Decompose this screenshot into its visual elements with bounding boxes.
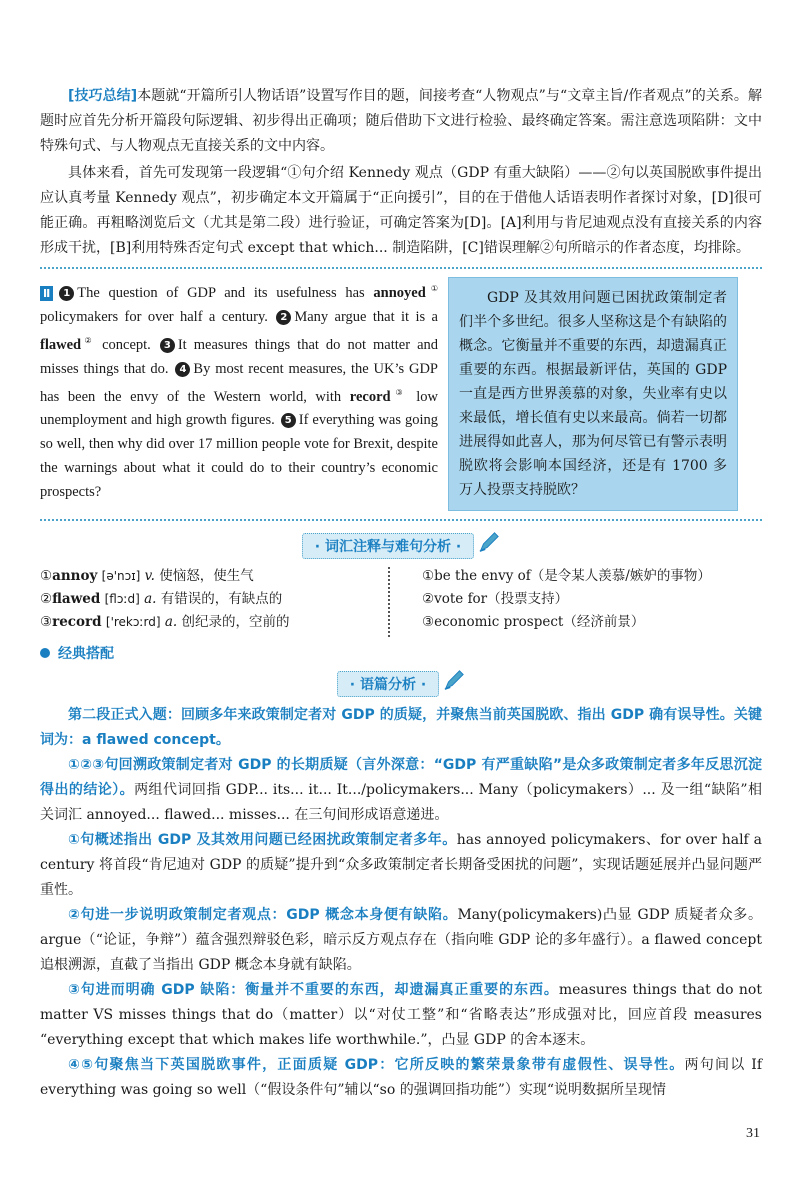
tips-paragraph <box>40 84 762 159</box>
pen-icon <box>478 531 500 553</box>
sentence-number: 4 <box>175 362 190 377</box>
sentence-5: If everything was going so well, then why did over 17 million people vote for Brexit, despite the warnings about what it could do to their country’s economic prospects? <box>40 412 439 501</box>
sentence-4b: low unemployment and high growth figures. <box>40 388 439 429</box>
vocab-title-row <box>40 529 762 559</box>
analysis-title-row <box>40 667 762 697</box>
sentence-4a: By most recent measures, the UK’s GDP has been the envy of the Western world, with <box>40 360 438 405</box>
tips-label: [技巧总结] <box>68 88 138 104</box>
translation-text: GDP 及其效用问题已困扰政策制定者们半个多世纪。很多人坚称这是个有缺陷的概念。它衡量并不重要的东西，却遗漏真正重要的东西。根据最新评估，英国的 GDP 一直是西方世界羡慕的对象，失业率有史以来最低，增长值有史以来最高。倘若一切都进展得如此喜人，那为何尽管已有警示表明脱欧将会影响本国经济，还是有 1700 多万人投票支持脱欧？ <box>459 290 727 498</box>
analysis-section-title: · 语篇分析 · <box>337 671 439 697</box>
vocab-table <box>40 565 762 637</box>
vocab-item: ①annoy [ə'nɔɪ] v. 使恼怒，使生气 <box>40 568 254 584</box>
analysis-paragraph: ①句概述指出 GDP 及其效用问题已经困扰政策制定者多年。has annoyed policymakers、for over half a century 将首段“肯尼迪对 GDP 的质疑”提升到“众多政策制定者长期备受困扰的问题”，实现话题延展并凸显问题严重性。 <box>40 832 762 898</box>
tips-text: 本题就“开篇所引人物话语”设置写作目的题，间接考查“人物观点”与“文章主旨/作者观点”的关系。解题时应首先分析开篇段句际逻辑、初步得出正确项；随后借助下文进行检验、最终确定答案。需注意选项陷阱：文中特殊句式、与人物观点无直接关系的文中内容。 <box>40 88 762 154</box>
paragraph-mark: Ⅱ <box>40 286 53 301</box>
footnote-mark: ① <box>425 284 439 293</box>
collocation-list <box>422 565 752 637</box>
dotted-divider <box>40 267 762 269</box>
vocab-item: ②flawed [flɔːd] a. 有错误的，有缺点的 <box>40 591 283 607</box>
pen-icon <box>443 669 465 691</box>
sentence-1b: policymakers for over half a century. <box>40 308 268 325</box>
sentence-number: 1 <box>59 286 74 301</box>
dotted-divider <box>40 519 762 521</box>
page-content <box>40 84 762 1103</box>
english-passage <box>40 277 438 504</box>
passage-section <box>40 277 762 511</box>
collocation-item: ③economic prospect（经济前景） <box>422 614 645 630</box>
classic-collocation-heading: 经典搭配 <box>40 643 762 663</box>
analysis-paragraph: 第二段正式入题：回顾多年来政策制定者对 GDP 的质疑，并聚焦当前英国脱欧、指出 GDP 确有误导性。关键词为：a flawed concept。 <box>40 707 762 748</box>
sentence-2a: Many argue that it is a <box>294 308 438 325</box>
analysis-paragraph: ①②③句回溯政策制定者对 GDP 的长期质疑（言外深意：“GDP 有严重缺陷”是众多政策制定者多年反思沉淀得出的结论）。两组代词回指 GDP... its... it... It.../policymakers... Many（policymakers）... 及一组“缺陷”相关词汇 annoyed... flawed... misses... 在三句间形成语意递进。 <box>40 757 762 823</box>
sentence-number: 2 <box>276 310 291 325</box>
collocation-item: ①be the envy of（是令某人羡慕/嫉妒的事物） <box>422 568 711 584</box>
sentence-3: It measures things that do not matter and misses things that do. <box>40 336 439 377</box>
vocab-list <box>40 565 380 637</box>
footnote-mark: ② <box>81 335 96 345</box>
keyword-flawed: flawed <box>40 336 82 353</box>
analysis-paragraph: ③句进而明确 GDP 缺陷：衡量并不重要的东西，却遗漏真正重要的东西。measures things that do not matter VS misses things that do（matter）以“对仗工整”和“省略表达”形成强对比，回应首段 measures “everything except that which makes life worthwhile.”，凸显 GDP 的舍本逐末。 <box>40 982 762 1048</box>
translation-box <box>448 277 738 511</box>
bullet-icon <box>40 648 50 658</box>
analysis-paragraph: ④⑤句聚焦当下英国脱欧事件，正面质疑 GDP：它所反映的繁荣景象带有虚假性、误导性。两句间以 If everything was going so well（“假设条件句”辅以“so 的强调回指功能”）实现“说明数据所呈现情 <box>40 1057 762 1098</box>
vocab-separator <box>388 567 404 637</box>
keyword-record: record <box>349 388 391 405</box>
vocab-item: ③record ['rekɔːrd] a. 创纪录的，空前的 <box>40 614 290 630</box>
collocation-item: ②vote for（投票支持） <box>422 591 569 607</box>
sentence-2b: concept. <box>102 336 151 353</box>
tips-detail-paragraph: 具体来看，首先可发现第一段逻辑“①句介绍 Kennedy 观点（GDP 有重大缺陷）——②句以英国脱欧事件提出应认真考量 Kennedy 观点”，初步确定本文开篇属于“正向援引”，目的在于借他人话语表明作者探讨对象，[D]很可能正确。再粗略浏览后文（尤其是第二段）进行验证，可确定答案为[D]。[A]利用与肯尼迪观点没有直接关系的内容形成干扰，[B]利用特殊否定句式 except that which... 制造陷阱，[C]错误理解②句所暗示的作者态度，均排除。 <box>40 165 762 256</box>
footnote-mark: ③ <box>390 387 408 397</box>
vocab-section-title: · 词汇注释与难句分析 · <box>302 533 474 559</box>
page-number: 31 <box>746 1126 760 1141</box>
analysis-body <box>40 703 762 1103</box>
keyword-annoyed: annoyed <box>373 284 426 301</box>
sentence-1a: The question of GDP and its usefulness has <box>77 284 365 301</box>
analysis-paragraph: ②句进一步说明政策制定者观点：GDP 概念本身便有缺陷。Many(policymakers)凸显 GDP 质疑者众多。argue（“论证，争辩”）蕴含强烈辩驳色彩，暗示反方观点存在（指向唯 GDP 论的多年盛行）。a flawed concept 追根溯源，直截了当指出 GDP 概念本身就有缺陷。 <box>40 907 762 973</box>
sentence-number: 3 <box>160 338 175 353</box>
sentence-number: 5 <box>281 413 296 428</box>
